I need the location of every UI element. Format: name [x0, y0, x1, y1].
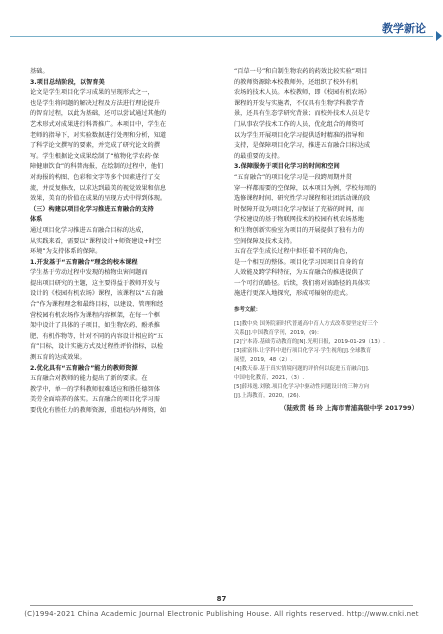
- journal-header: [0, 0, 443, 40]
- page-number: 87: [216, 595, 227, 603]
- reference-item: [1]教中央 国务院新时代普通高中育人方式改革要坚定好三个 关系[J].中国教育学刊，2019，(9)：: [234, 321, 379, 337]
- section-heading: 2.优化具有“五育融合”能力的教师资源: [30, 364, 138, 372]
- header-arrow-icon: [436, 31, 442, 41]
- paragraph: 五育融合对教师的能力提出了新的要求。在 教学中，单一的学科教师很难适应和胜任德智体 美劳全面培养的落实。五育融合的项目化学习需 要优化有胜任力的教师资源，重组校内外师资，如: [30, 375, 167, 414]
- right-column-body: [234, 67, 424, 300]
- paragraph: 基础。: [30, 68, 49, 75]
- reference-item: [5]薛玮逸.刘敏.项目化学习中驱动性问题设计的三种方向 [J].上海教育，2020，(26).: [234, 384, 370, 400]
- author-affiliation: （陆致贯 杨 玲 上海市青浦高级中学 201799）: [280, 404, 418, 413]
- references-title: 参考文献：: [234, 307, 261, 314]
- reference-item: [4]教天泰.基于真实情境问题的评价何以促进五育融合[J]. 中国电化教育，2021，（3）.: [234, 366, 370, 382]
- left-column: [30, 67, 220, 417]
- paragraph: “五育融合”的项目化学习是一段跨周期并贯 穿一样都需要的空保障，以本项目为例，学校每周的 选修课程时间、研究性学习课程和社团活动课的段 时保障开设为项目化学习保证了充裕的时间，而 学校建设的基于物联网技术的校园有机农场基地 和生物创新实验室为项目的开展提供了独有力的 空间保障及技术支持。: [234, 173, 377, 245]
- paragraph: 学生基于劳动过程中发现的植物虫害问题而 提出项目研究的主题，这主要得益于教师开发与 设计的《校园有机农场》课程，该课程以“五育融 合”作为课程理念和最终目标，以建设、管理和经 营校园有机农场作为课程内容框架，在每一个框 架中设计了具体的子项目，如生物农药、酚杀推 肥、有机作物等，针对不同的内容设计相应的“五 育”目标，设计实施方式及过程性评价指标，以检 测五育的达成效果。: [30, 269, 164, 362]
- references-list: [234, 320, 424, 413]
- footer-rule: [30, 605, 413, 606]
- section-heading: （三）构建以项目化学习推进五育融合的支持 体系: [30, 205, 154, 224]
- section-heading: 1.开发基于“五育融合”理念的校本课程: [30, 258, 138, 266]
- section-heading: 3.保障服务于项目化学习的时间和空间: [234, 163, 340, 171]
- paragraph: 论文是学生项目化学习成果的呈现形式之一， 也是学生将问题的解决过程及方法进行理论提升 的智育过程，以此为基础，还可以尝试通过其他的 艺术形式对成果进行科普推广。本项目中，学生在 老师的指导下，对实验数据进行处理和分析，知道 了科学论文撰写的要素，并完成了研究论文的撰 写。学生根据论文成果绘制了“植物化学农药·保 障健康饮食”的科普海报，在绘制的过程中，他们 对海报的构图、色彩和文字等多个因素进行了交 流，并反复修改，以求达到最美的视觉效果和信息 效果，美育的价值在成果的呈现方式中得到体现。: [30, 89, 167, 203]
- header-rule: [10, 36, 433, 37]
- section-title: 教学新论: [382, 22, 426, 35]
- section-heading: 3.项目总结阶段，以智育美: [30, 78, 105, 86]
- references: [234, 306, 424, 413]
- copyright-line: (C)1994-2021 China Academic Journal Electronic Publishing House. All rights reserved. http://www.cnki.net: [24, 610, 419, 618]
- reference-item: [2]宁本涛.基础劳动教育的[N].光明日报，2019-01-29（13）.: [234, 339, 385, 346]
- right-column: [234, 67, 424, 420]
- paragraph: 五育在学生成长过程中担任着不同的角色， 是一个相互的整体。项目化学习因项目自身的育 人效能及跨学科特征，为五育融合的推进提供了 一个可行的路径。后续，我们将对该路径的具体实 施进行更深入地探究，形成可辐射的范式。: [234, 248, 371, 298]
- paragraph: 通过项目化学习推进五育融合目标的达成， 从实践来看，需要以“课程设计+师资建设+时空 环境”为支持体系的保障。: [30, 226, 162, 256]
- paragraph: “百草一号”和自制生物农药的药效比较实验”项目 的教师资源除本校教师外，还组织了校外有机 农场的技术人员。本校教师，即《校园有机农场》 课程的开发与实施者，不仅具有生物学科教学背 景，还具有生态学研究背景；而校外技术人员是专 门从事农学技术工作的人员，优化组合的师资可 以为学生开展项目化学习提供适时精准的指导和 支持，是保障项目化学习，推进五育融合目标达成 的最重要的支持。: [234, 68, 371, 160]
- reference-item: [3]霍富伟.让学科中进行项目化学习·学生视角[J].全球教育 展望，2019，48（2）.: [234, 348, 372, 364]
